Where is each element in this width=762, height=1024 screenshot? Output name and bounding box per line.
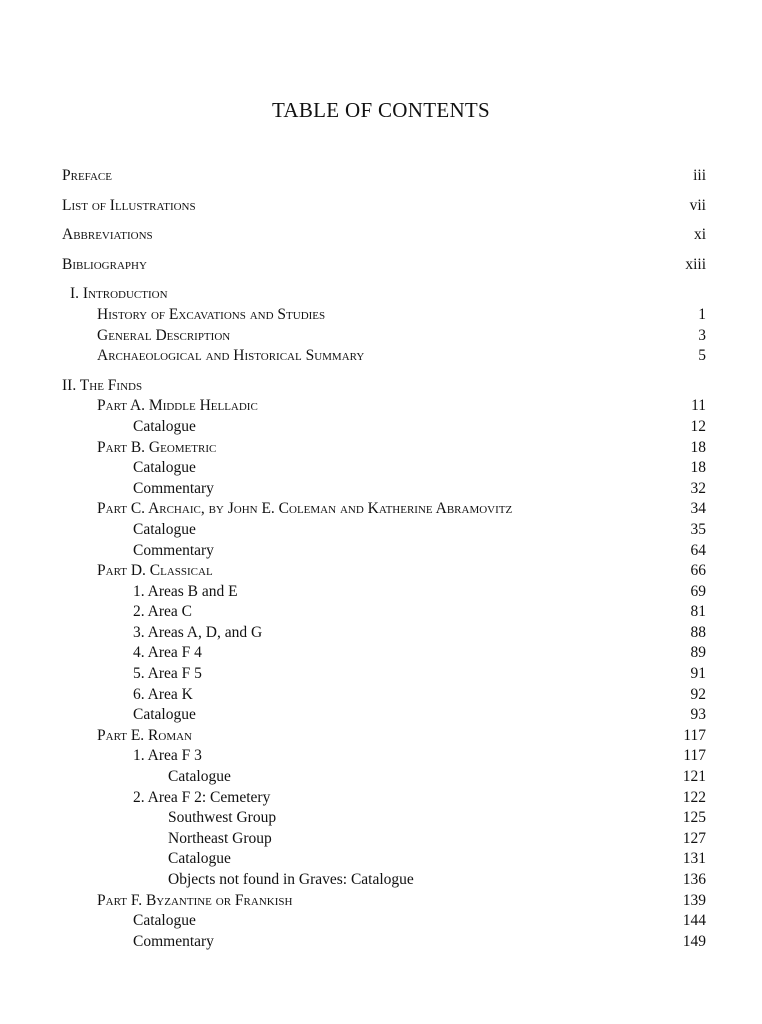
toc-entry <box>62 664 706 685</box>
toc-entry <box>62 829 706 850</box>
toc-entry-label: 5. Area F 5 <box>133 664 204 685</box>
toc-entry <box>62 726 706 747</box>
toc-entry-page-number: xiii <box>685 255 706 273</box>
toc-entry-page-number: 3 <box>698 326 706 344</box>
toc-entry-label: Part B. Geometric <box>97 438 218 459</box>
toc-entry-label: Abbreviations <box>62 225 155 246</box>
toc-entry <box>62 479 706 500</box>
toc-entry <box>62 705 706 726</box>
toc-entry-page-number: 5 <box>698 347 706 365</box>
toc-entry-label: Commentary <box>133 932 216 953</box>
toc-entry <box>62 346 706 367</box>
toc-entry-page-number: 81 <box>690 603 706 621</box>
toc-entry-page-number: 89 <box>690 644 706 662</box>
toc-entry <box>62 582 706 603</box>
toc-entry-label: Catalogue <box>133 458 198 479</box>
toc-entry-page-number: iii <box>693 167 706 184</box>
toc-entry-page-number: 34 <box>690 500 706 518</box>
toc-entry-label: Part F. Byzantine or Frankish <box>97 891 294 912</box>
toc-entry-page-number: 91 <box>690 665 706 683</box>
toc-entry <box>62 458 706 479</box>
toc-entry <box>62 623 706 644</box>
toc-entry-label: Catalogue <box>133 417 198 438</box>
toc-entry <box>62 438 706 459</box>
toc-entry-label: Part A. Middle Helladic <box>97 396 260 417</box>
toc-entry-page-number: 11 <box>691 397 706 415</box>
toc-entry-page-number: 88 <box>690 623 706 641</box>
toc-entry <box>62 417 706 438</box>
toc-entry-page-number: 92 <box>690 685 706 703</box>
toc-entry <box>62 561 706 582</box>
toc-entry-page-number: 139 <box>682 891 706 909</box>
toc-entry-page-number: 149 <box>682 932 706 950</box>
toc-entry <box>62 499 706 520</box>
toc-entry <box>62 685 706 706</box>
toc-entry-label: Bibliography <box>62 255 149 276</box>
toc-entry-label: Part C. Archaic, by John E. Coleman and Katherine Abramovitz <box>97 499 514 520</box>
toc-entry-page-number: xi <box>693 226 706 244</box>
toc-entry-label: Northeast Group <box>168 829 274 850</box>
toc-entry-label: Southwest Group <box>168 808 278 829</box>
toc-entry-page-number: 1 <box>698 305 706 323</box>
toc-entry-page-number: vii <box>689 196 706 214</box>
toc-entry <box>62 541 706 562</box>
toc-entry-page-number: 35 <box>690 520 706 538</box>
toc-entry-label: List of Illustrations <box>62 196 198 217</box>
toc-entry-label: Catalogue <box>168 849 233 870</box>
toc-entry <box>62 376 706 397</box>
toc-entry-label: Part E. Roman <box>97 726 194 747</box>
toc-entry-label: Commentary <box>133 541 216 562</box>
toc-entry-label: 6. Area K <box>133 685 195 706</box>
toc-entry-page-number: 121 <box>682 768 706 786</box>
toc-entry-label: 2. Area C <box>133 602 194 623</box>
toc-entry-page-number: 131 <box>682 850 706 868</box>
toc-entry <box>62 788 706 809</box>
toc-entry-page-number: 125 <box>682 809 706 827</box>
toc-entry-label: Commentary <box>133 479 216 500</box>
toc-entry <box>62 225 706 246</box>
table-of-contents <box>62 166 706 952</box>
toc-entry-label: Catalogue <box>133 911 198 932</box>
toc-entry <box>62 520 706 541</box>
toc-entry-label: Catalogue <box>168 767 233 788</box>
toc-entry <box>62 767 706 788</box>
toc-entry <box>62 911 706 932</box>
toc-entry-label: 4. Area F 4 <box>133 643 204 664</box>
toc-entry-page-number: 117 <box>683 747 706 765</box>
page-title: TABLE OF CONTENTS <box>271 98 491 122</box>
toc-entry <box>62 643 706 664</box>
toc-entry-label: 1. Areas B and E <box>133 582 240 603</box>
toc-entry-label: Catalogue <box>133 705 198 726</box>
toc-entry <box>62 196 706 217</box>
toc-entry <box>62 849 706 870</box>
toc-entry-label: Preface <box>62 166 114 187</box>
toc-entry-label: Part D. Classical <box>97 561 215 582</box>
toc-entry-label: Objects not found in Graves: Catalogue <box>168 870 416 891</box>
toc-entry <box>62 396 706 417</box>
toc-entry-label: II. The Finds <box>62 376 144 397</box>
toc-entry <box>62 808 706 829</box>
toc-entry <box>62 255 706 276</box>
toc-entry-label: 1. Area F 3 <box>133 746 204 767</box>
toc-entry-page-number: 144 <box>682 912 706 930</box>
toc-entry <box>62 326 706 347</box>
toc-entry-page-number: 64 <box>690 541 706 559</box>
toc-entry-label: Archaeological and Historical Summary <box>97 346 366 367</box>
toc-entry-page-number: 18 <box>690 438 706 456</box>
toc-entry <box>62 166 706 187</box>
toc-entry-page-number: 12 <box>690 417 706 435</box>
toc-entry-label: General Description <box>97 326 232 347</box>
toc-entry <box>62 305 706 326</box>
toc-entry-page-number: 136 <box>682 871 706 888</box>
toc-entry-page-number: 69 <box>690 582 706 600</box>
toc-entry-page-number: 66 <box>690 562 706 580</box>
toc-entry <box>62 932 706 953</box>
toc-entry-label: History of Excavations and Studies <box>97 305 327 326</box>
toc-entry-label: 2. Area F 2: Cemetery <box>133 788 272 809</box>
toc-entry-page-number: 127 <box>682 829 706 847</box>
toc-entry-page-number: 18 <box>690 459 706 477</box>
toc-entry-page-number: 32 <box>690 479 706 497</box>
toc-entry <box>62 602 706 623</box>
toc-entry <box>62 870 706 891</box>
toc-entry <box>62 891 706 912</box>
toc-entry-label: Catalogue <box>133 520 198 541</box>
toc-entry-label: I. Introduction <box>70 284 170 305</box>
toc-entry <box>62 284 706 305</box>
toc-entry-label: 3. Areas A, D, and G <box>133 623 264 644</box>
toc-entry-page-number: 122 <box>682 788 706 806</box>
toc-entry <box>62 746 706 767</box>
toc-entry-page-number: 93 <box>690 706 706 724</box>
toc-entry-page-number: 117 <box>683 726 706 744</box>
